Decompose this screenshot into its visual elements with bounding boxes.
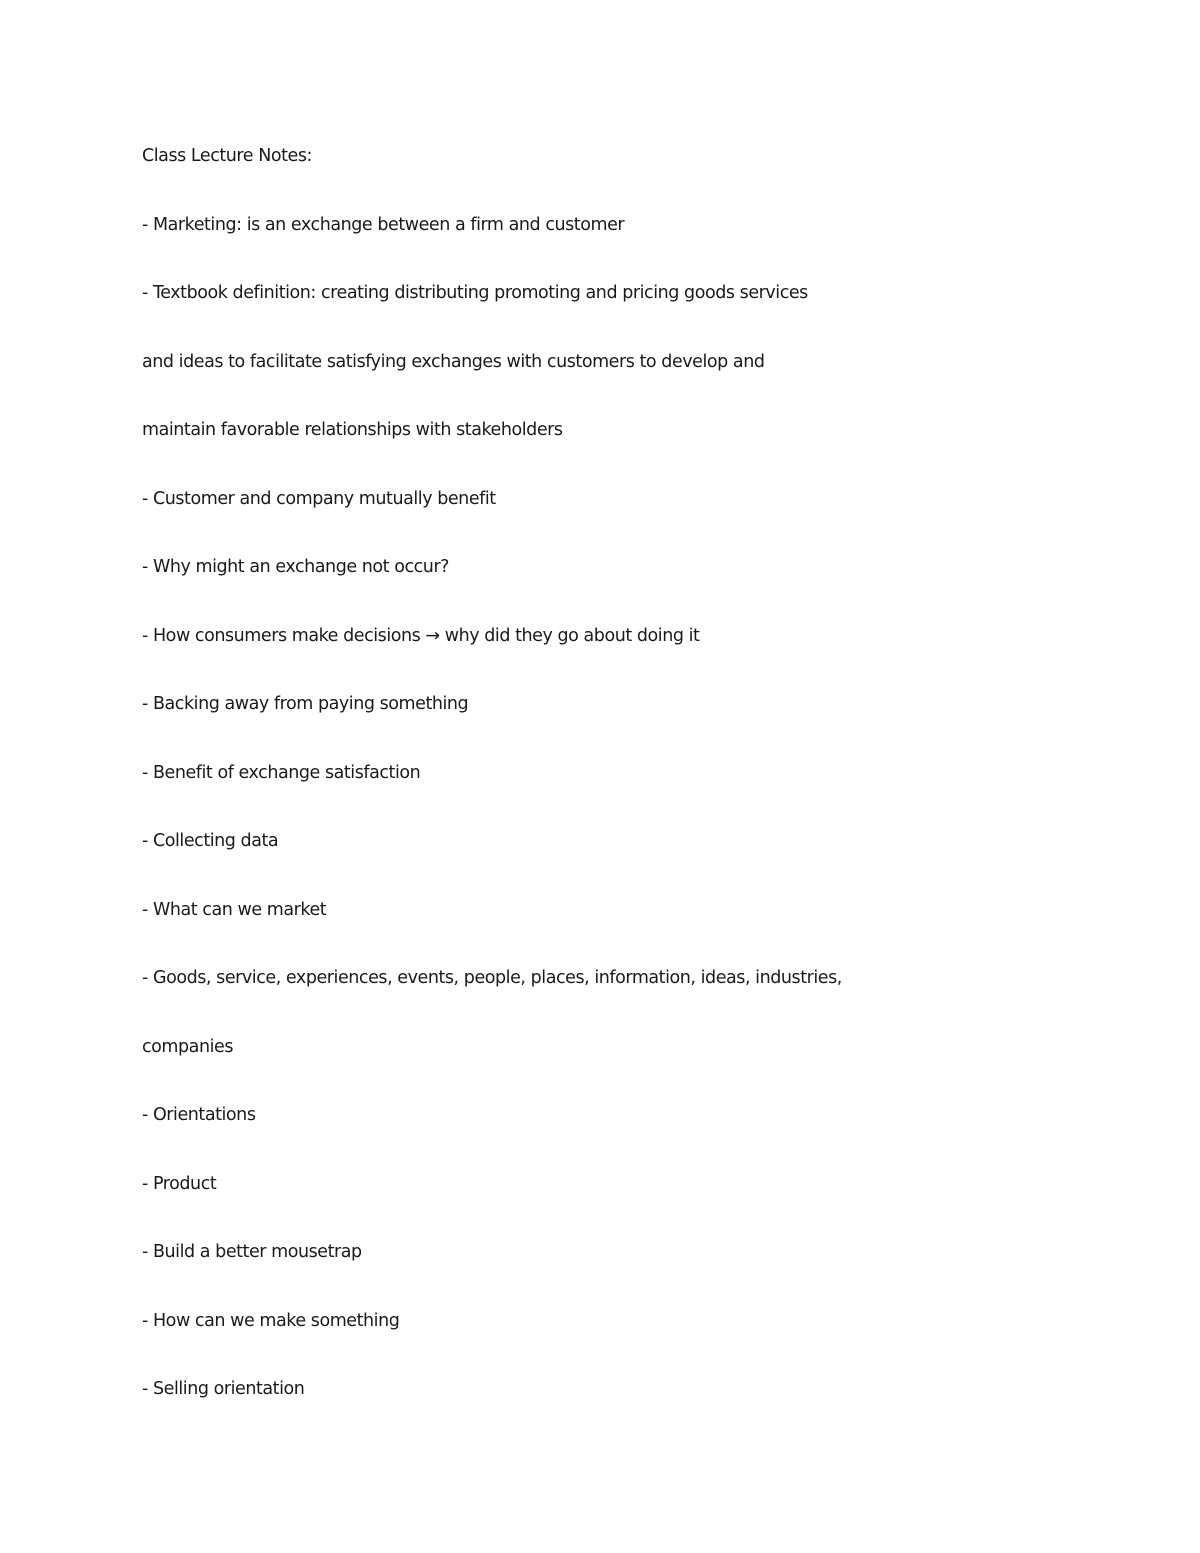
note-line: - Benefit of exchange satisfaction	[142, 762, 421, 783]
note-line: - How can we make something	[142, 1310, 400, 1331]
note-line: and ideas to facilitate satisfying exchanges with customers to develop and	[142, 351, 765, 372]
note-line: - Marketing: is an exchange between a firm and customer	[142, 214, 625, 235]
note-line: - What can we market	[142, 899, 327, 920]
note-line: - Goods, service, experiences, events, people, places, information, ideas, industries,	[142, 968, 842, 988]
note-line: companies	[142, 1036, 233, 1057]
note-line: - Product	[142, 1173, 217, 1194]
note-line: - Build a better mousetrap	[142, 1242, 362, 1262]
note-line: - Textbook definition: creating distributing promoting and pricing goods services	[142, 283, 808, 303]
note-line: - How consumers make decisions → why did they go about doing it	[142, 625, 700, 646]
note-line: - Why might an exchange not occur?	[142, 557, 450, 577]
notes-body	[142, 143, 1122, 1445]
note-line: - Selling orientation	[142, 1379, 305, 1399]
note-line: maintain favorable relationships with stakeholders	[142, 420, 563, 440]
notes-heading: Class Lecture Notes:	[142, 146, 312, 166]
note-line: - Customer and company mutually benefit	[142, 488, 496, 509]
note-line: - Orientations	[142, 1105, 256, 1125]
note-line: - Collecting data	[142, 831, 279, 851]
note-line: - Backing away from paying something	[142, 694, 469, 714]
